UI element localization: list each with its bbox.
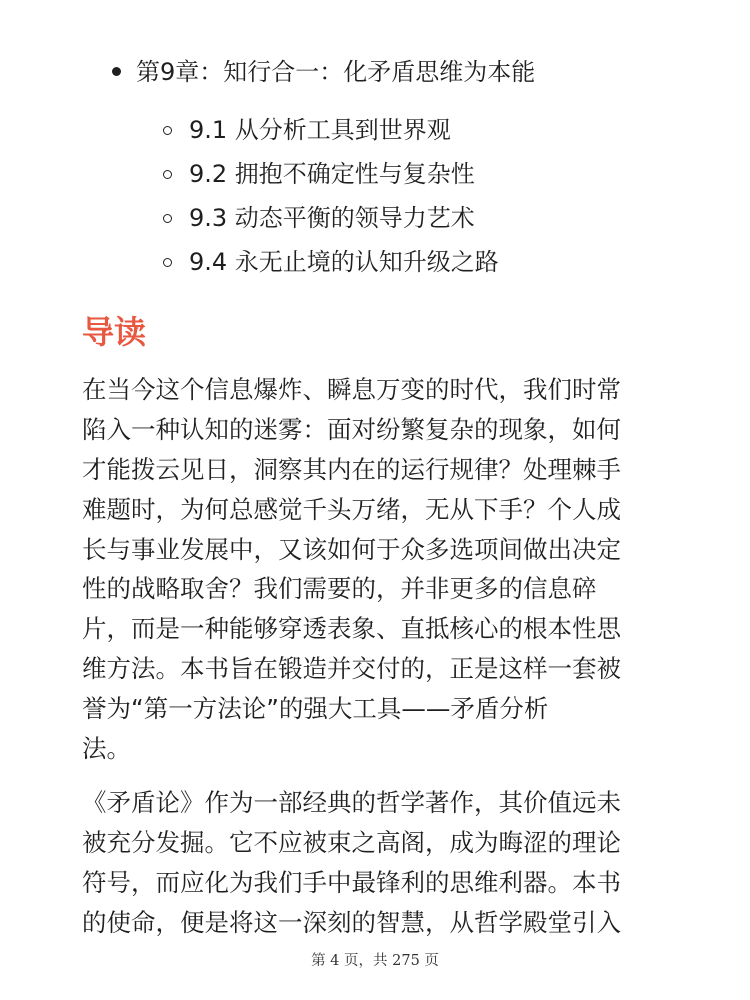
toc-section-title: 9.4 永无止境的认知升级之路 — [189, 248, 499, 276]
paragraph-line: 长与事业发展中，又该如何于众多选项间做出决定 — [82, 534, 621, 564]
bullet-circle-icon — [163, 170, 172, 179]
toc-section-item — [0, 242, 750, 286]
page-number-footer: 第 4 页，共 275 页 — [311, 953, 439, 969]
toc-section-item — [0, 154, 750, 198]
paragraph-line: 誉为“第一方法论”的强大工具——矛盾分析 — [82, 694, 549, 724]
toc-chapter-title: 第9章：知行合一：化矛盾思维为本能 — [136, 58, 536, 86]
paragraph-line: 维方法。本书旨在锻造并交付的，正是这样一套被 — [82, 654, 621, 684]
paragraph-line: 性的战略取舍？我们需要的，并非更多的信息碎 — [82, 574, 597, 604]
toc-section-title: 9.3 动态平衡的领导力艺术 — [189, 204, 475, 232]
paragraph-line: 符号，而应化为我们手中最锋利的思维利器。本书 — [82, 867, 621, 897]
intro-paragraph-1 — [82, 370, 672, 769]
table-of-contents — [0, 52, 750, 276]
intro-paragraph-2 — [82, 783, 672, 943]
toc-section-list — [0, 110, 750, 286]
section-heading: 导读 — [82, 313, 147, 351]
toc-section-title: 9.1 从分析工具到世界观 — [189, 116, 451, 144]
paragraph-line: 难题时，为何总感觉千头万绪，无从下手？个人成 — [82, 494, 621, 524]
toc-chapter-item — [0, 52, 750, 92]
toc-section-title: 9.2 拥抱不确定性与复杂性 — [189, 160, 475, 188]
paragraph-line: 才能拨云见日，洞察其内在的运行规律？处理棘手 — [82, 454, 621, 484]
paragraph-line: 陷入一种认知的迷雾：面对纷繁复杂的现象，如何 — [82, 414, 621, 444]
bullet-circle-icon — [163, 126, 172, 135]
bullet-circle-icon — [163, 258, 172, 267]
paragraph-line: 在当今这个信息爆炸、瞬息万变的时代，我们时常 — [82, 375, 621, 404]
paragraph-line: 被充分发掘。它不应被束之高阁，成为晦涩的理论 — [82, 827, 621, 857]
toc-section-item — [0, 110, 750, 154]
paragraph-line: 《矛盾论》作为一部经典的哲学著作，其价值远未 — [82, 788, 621, 817]
paragraph-line: 的使命，便是将这一深刻的智慧，从哲学殿堂引入 — [82, 907, 621, 937]
paragraph-line: 片，而是一种能够穿透表象、直抵核心的根本性思 — [82, 614, 621, 644]
paragraph-line: 法。 — [82, 734, 131, 764]
toc-section-item — [0, 198, 750, 242]
bullet-circle-icon — [163, 214, 172, 223]
bullet-disc-icon — [112, 67, 121, 76]
